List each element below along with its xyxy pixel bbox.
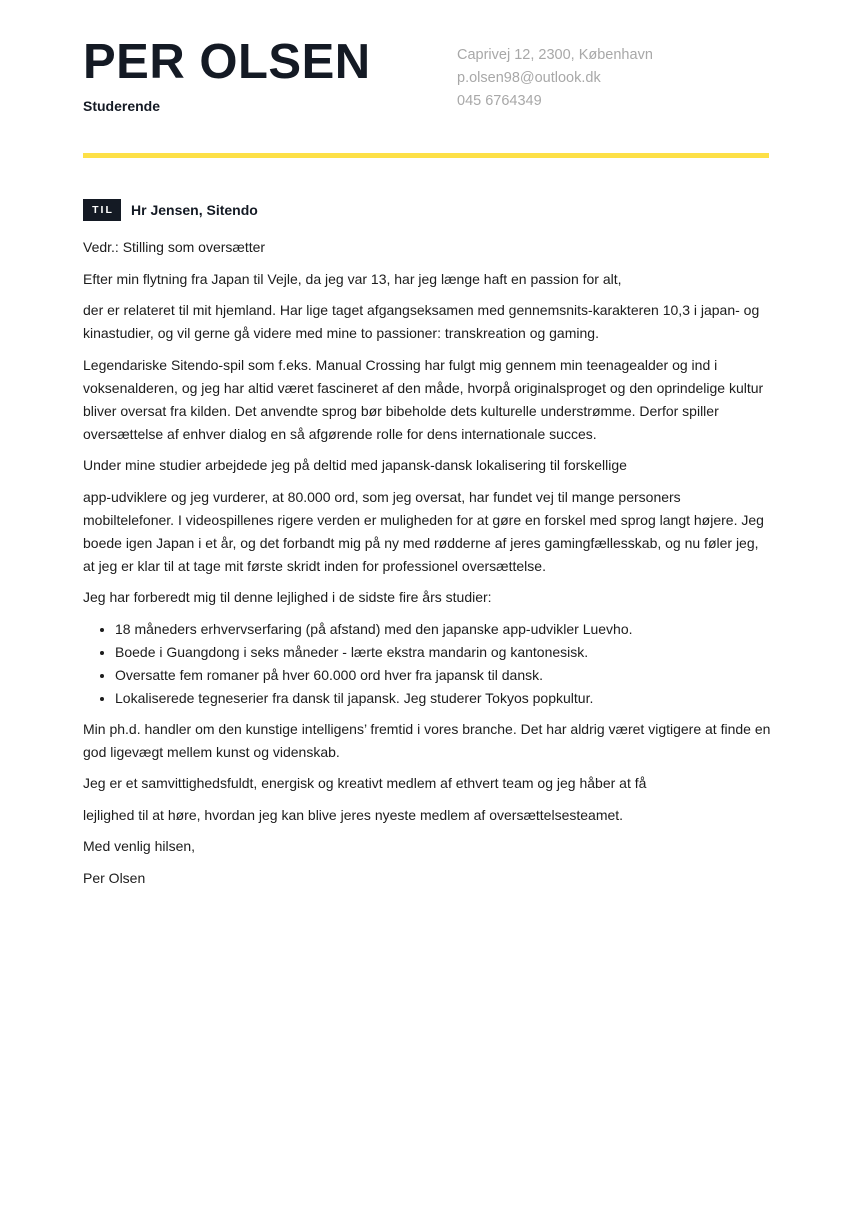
contact-phone: 045 6764349 [457,93,542,109]
list-item: • 18 måneders erhvervserfaring (på afstand) med den japanske app-udvikler Luevho. [115,618,773,641]
list-item: • Oversatte fem romaner på hver 60.000 ord hver fra japansk til dansk. [115,664,773,687]
list-item: • Lokaliserede tegneserier fra dansk til japansk. Jeg studerer Tokyos popkultur. [115,687,773,710]
list-item: • Boede i Guangdong i seks måneder - lærte ekstra mandarin og kantonesisk. [115,641,773,664]
recipient-line [83,199,258,221]
to-badge: TIL [83,199,121,221]
qualification-list [83,618,773,710]
signature: Per Olsen [83,869,146,886]
applicant-title: Studerende [83,98,161,114]
paragraph-6: Jeg har forberedt mig til denne lejlighed i de sidste fire års studier: [83,589,492,605]
contact-block [457,44,653,113]
applicant-name: PER OLSEN [83,35,371,89]
paragraph-8: Jeg er et samvittighedsfuldt, energisk og kreativt medlem af ethvert team og jeg håber at få [83,775,647,791]
contact-address: Caprivej 12, 2300, København [457,47,653,63]
header-divider [83,153,769,158]
paragraph-5: app-udviklere og jeg vurderer, at 80.000 ord, som jeg oversat, har fundet vej til mange personers mobiltelefoner. I videospillenes rigere verden er muligheden for at gøre en forskel med sprog langt højere. Jeg boede igen Japan i et år, og det forbandt mig på ny med rødderne af jeres gamingfællesskab, og nu føler jeg, at jeg er klar til at tage mit første skridt inden for professionel oversættelse. [83,488,764,574]
closing: Med venlig hilsen, [83,838,196,854]
letter-body [83,236,773,898]
paragraph-7: Min ph.d. handler om den kunstige intelligens’ fremtid i vores branche. Det har aldrig været vigtigere at finde en god ligevægt mellem kunst og videnskab. [83,720,771,760]
paragraph-2: der er relateret til mit hjemland. Har lige taget afgangseksamen med gennemsnits-karakteren 10,3 i japan- og kinastudier, og vil gerne gå videre med mine to passioner: transkreation og gaming. [83,302,760,341]
letter-subject: Vedr.: Stilling som oversætter [83,239,266,255]
paragraph-9: lejlighed til at høre, hvordan jeg kan blive jeres nyeste medlem af oversættelsesteamet. [83,806,624,823]
recipient-name: Hr Jensen, Sitendo [131,202,258,218]
paragraph-1: Efter min flytning fra Japan til Vejle, da jeg var 13, har jeg længe haft en passion for alt, [83,270,622,287]
contact-email: p.olsen98@outlook.dk [457,70,601,86]
paragraph-4: Under mine studier arbejdede jeg på deltid med japansk-dansk lokalisering til forskellige [83,457,627,473]
paragraph-3: Legendariske Sitendo-spil som f.eks. Manual Crossing har fulgt mig gennem min teenagealder og ind i voksenalderen, og jeg har altid været fascineret af den måde, hvorpå originalsproget og den oprindelige kultur bliver oversat fra kilden. Det anvendte sprog bør bibeholde dets kulturelle understrømme. Derfor spiller oversættelse af enhver dialog en så afgørende rolle for dens internationale succes. [83,356,764,442]
